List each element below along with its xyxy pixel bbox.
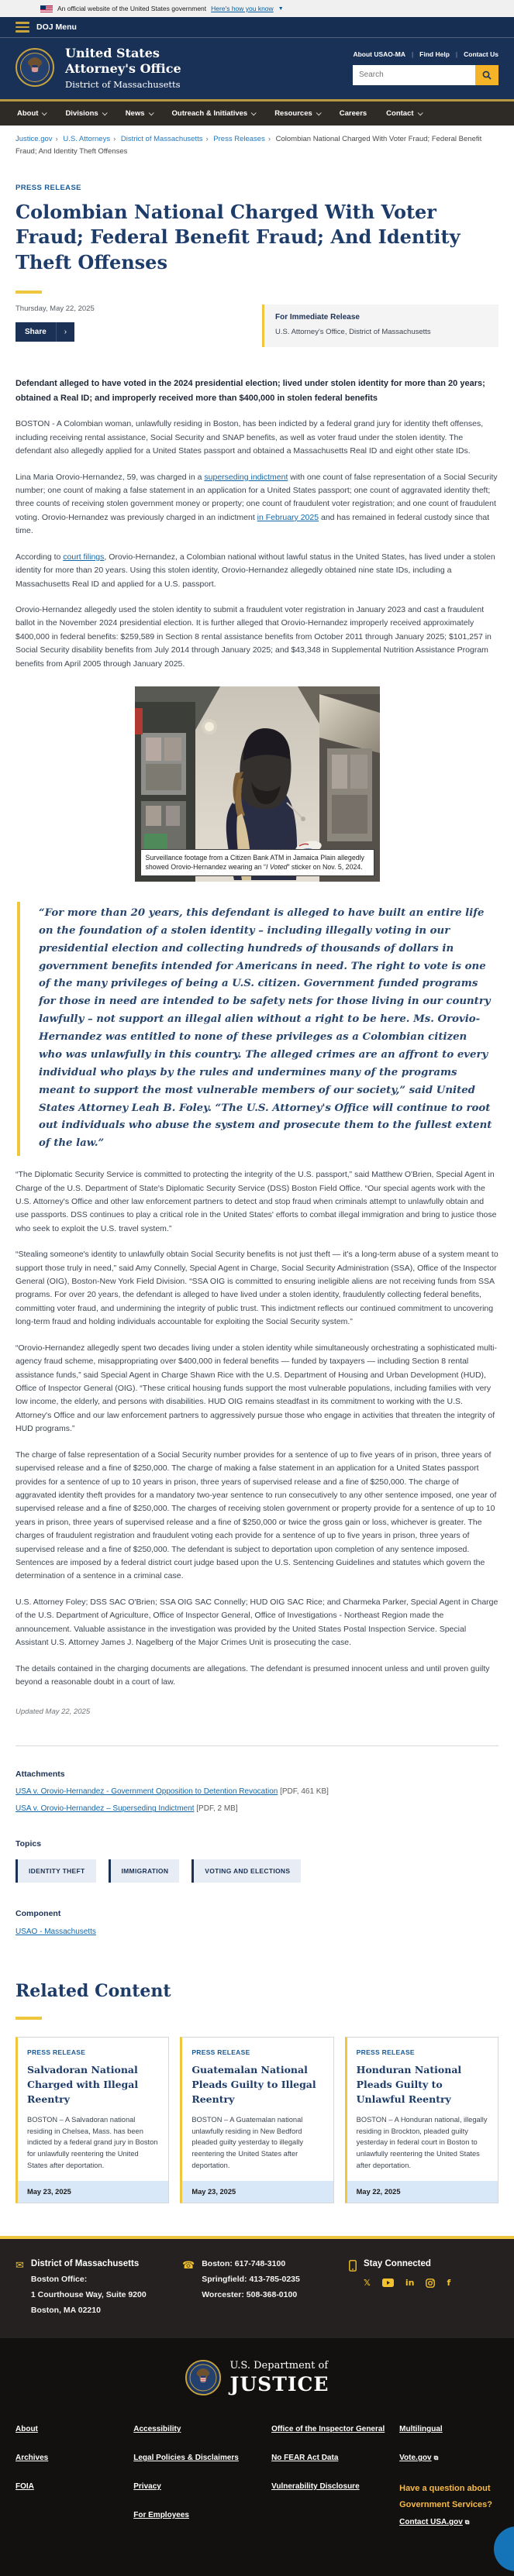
- topic-tag-voting[interactable]: VOTING AND ELECTIONS: [191, 1859, 301, 1883]
- section-divider: [16, 1745, 498, 1746]
- share-button[interactable]: Share ›: [16, 322, 74, 342]
- immediate-release-office: U.S. Attorney's Office, District of Massachusetts: [275, 327, 431, 336]
- footer-link-votegov[interactable]: Vote.gov ⧉: [399, 2454, 439, 2463]
- us-flag-icon: [40, 5, 53, 12]
- meta-row: [16, 304, 498, 347]
- crumb-current: Colombian National Charged With Voter Fraud; Federal Benefit Fraud; And Identity Theft Offenses: [16, 134, 482, 156]
- stay-connected-label: Stay Connected: [364, 2259, 431, 2269]
- photo-caption: Surveillance footage from a Citizen Bank ATM in Jamaica Plain allegedly showed Orovio-Hernandez wearing an “I Voted” sticker on Nov. 5, 2024.: [140, 849, 374, 877]
- meta-left: [16, 304, 262, 342]
- component-heading: Component: [16, 1909, 61, 1919]
- footer-link-vulnerability[interactable]: Vulnerability Disclosure: [271, 2482, 360, 2492]
- attorney-quote: “For more than 20 years, this defendant is alleged to have built an entire life on the foundation of a stolen identity – including illegally voting in our presidential election and collecting hundreds of thousands of dollars in government benefits intended for Americans in need. The right to vote is one of the many privileges of being a U.S. citizen. Government funded programs for those in need are intended to be safety nets for those living in our country lawfully – not support an illegal alien without a right to be here. Ms. Orovio-Hernandez was entitled to none of these privileges as a Colombian citizen who was unlawfully in this country. The alleged crimes are an affront to every individual who plays by the rules and undermines many of the programs meant to support the most vulnerable members of our society,” said United States Attorney Leah B. Foley. “The U.S. Attorney's Office will continue to root out individuals who abuse the system and prosecute them to the fullest extent of the law.”: [17, 902, 498, 1156]
- footer-link-contact-usagov[interactable]: Contact USA.gov ⧉: [399, 2517, 470, 2526]
- footer-link-employees[interactable]: For Employees: [133, 2511, 189, 2520]
- chevron-down-icon: [417, 110, 423, 115]
- card-title[interactable]: Honduran National Pleads Guilty to Unlawful Reentry: [356, 2064, 462, 2105]
- header-links: [353, 50, 498, 58]
- nav-outreach[interactable]: Outreach & Initiatives: [172, 109, 256, 118]
- footer-link-foia[interactable]: FOIA: [16, 2482, 34, 2492]
- phone-springfield: Springfield: 413-785-0235: [202, 2275, 300, 2285]
- linkedin-icon[interactable]: in: [405, 2278, 415, 2289]
- footer-link-legal[interactable]: Legal Policies & Disclaimers: [133, 2454, 239, 2463]
- paragraph-3: According to court filings, Orovio-Hernandez, a Colombian national without lawful status in the United States, has lived under a stolen identity for more than 20 years. Using this stolen identity, Orovio-Hernandez allegedly obtained nine state IDs, including a Massachusetts Real ID and applied for a U.S. passport.: [16, 552, 495, 589]
- chevron-down-icon: ▼: [278, 5, 284, 12]
- header-right: [353, 50, 498, 85]
- card-date: May 23, 2025: [182, 2181, 333, 2203]
- nav-careers[interactable]: Careers: [339, 108, 367, 118]
- footer-link-oig[interactable]: Office of the Inspector General: [271, 2425, 385, 2434]
- footer-link-nofear[interactable]: No FEAR Act Data: [271, 2454, 339, 2463]
- topic-tag-identity-theft[interactable]: IDENTITY THEFT: [16, 1859, 96, 1883]
- social-row: [364, 2278, 450, 2288]
- doj-footer: [0, 2338, 514, 2576]
- doj-links-col3: [271, 2423, 385, 2545]
- envelope-icon: ✉: [16, 2259, 24, 2272]
- x-twitter-icon[interactable]: 𝕏: [364, 2278, 371, 2289]
- footer-social: [349, 2259, 498, 2315]
- attachments-heading: Attachments: [16, 1769, 65, 1780]
- chevron-down-icon: [42, 110, 47, 115]
- about-usao-link[interactable]: About USAO-MA: [353, 50, 405, 58]
- related-content: [0, 1938, 514, 2227]
- attachment-link-1[interactable]: USA v. Orovio-Hernandez - Government Opposition to Detention Revocation: [16, 1787, 278, 1797]
- doj-menu-label[interactable]: DOJ Menu: [36, 22, 77, 32]
- heres-how-link[interactable]: Here's how you know: [211, 5, 274, 12]
- footer-link-about[interactable]: About: [16, 2425, 38, 2434]
- title-divider: [16, 291, 42, 294]
- nav-about[interactable]: About: [17, 109, 46, 118]
- youtube-icon[interactable]: [382, 2279, 394, 2287]
- site-header: [0, 38, 514, 101]
- doj-justice-line: JUSTICE: [229, 2373, 329, 2396]
- paragraph-5: “The Diplomatic Security Service is committed to protecting the integrity of the U.S. passport,” said Matthew O'Brien, Special Agent in Charge of the U.S. Department of State's Diplomatic Security Service (DSS) Boston Field Office. “Our special agents work with the U.S. Attorney's Office and other law enforcement partners to detect and stop fraud when criminals attempt to unlawfully obtain and use passports. DSS continues to play a critical role in the United States' efforts to combat illegal immigration and bring to justice those who seek to exploit the U.S. travel system.”: [16, 1170, 497, 1233]
- immediate-release-box: [262, 304, 498, 347]
- related-heading: Related Content: [16, 1981, 171, 2002]
- nav-resources[interactable]: Resources: [274, 109, 320, 118]
- paragraph-7: “Orovio-Hernandez allegedly spent two decades living under a stolen identity while simultaneously orchestrating a sophisticated multi-agency fraud scheme, misappropriating over $400,000 in federal benefits — funded by taxpayers — including Section 8 rental assistance funds,” said Special Agent in Charge Shawn Rice with the U.S. Department of Housing and Urban Development (HUD), Office of Inspector General (OIG). “These critical housing funds support the most vulnerable populations, including families with very low income, the elderly, and persons with disabilities. HUD OIG remains steadfast in its commitment to working with the U.S. Attorney's Office and our law enforcement partners to aggressively pursue those who engage in activities that threaten the integrity of HUD programs.”: [16, 1343, 497, 1434]
- footer-link-multilingual[interactable]: Multilingual: [399, 2425, 443, 2434]
- doj-links-col2: [133, 2423, 257, 2545]
- attachment-meta-1: [PDF, 461 KB]: [280, 1787, 329, 1797]
- card-kicker: PRESS RELEASE: [191, 2048, 250, 2057]
- release-subtitle: Defendant alleged to have voted in the 2024 presidential election; lived under stolen identity for more than 20 years; obtained a Real ID; and improperly received more than $400,000 in stolen federal benefits: [16, 378, 485, 403]
- divider: |: [411, 50, 414, 58]
- related-card-3[interactable]: [345, 2037, 498, 2203]
- search-icon: [482, 71, 492, 80]
- chevron-down-icon: [251, 110, 257, 115]
- footer-office-line: Boston Office:: [30, 2275, 88, 2285]
- footer-office-line: Boston, MA 02210: [30, 2306, 101, 2316]
- external-link-icon: ⧉: [464, 2518, 470, 2526]
- paragraph-2: Lina Maria Orovio-Hernandez, 59, was charged in a superseding indictment with one count of false representation of a Social Security number; one count of making a false statement in an application for a United States passport; one count of aggravated identity theft; three counts of receiving stolen government money or property; one count of fraudulent voter registration; and one count of fraudulent voting. Orovio-Hernandez was previously charged in an indictment in February 2025 and has remained in federal custody since that time.: [16, 472, 498, 536]
- release-date: Thursday, May 22, 2025: [16, 304, 95, 313]
- share-chevron-icon: ›: [56, 322, 74, 342]
- official-site-text: An official website of the United States government: [57, 5, 207, 12]
- related-cards: [16, 2037, 498, 2203]
- updated-date: Updated May 22, 2025: [16, 1708, 91, 1717]
- card-title[interactable]: Salvadoran National Charged with Illegal Reentry: [27, 2064, 139, 2105]
- footer-link-accessibility[interactable]: Accessibility: [133, 2425, 181, 2434]
- chevron-down-icon: [316, 110, 321, 115]
- footer-office: [16, 2259, 182, 2315]
- agency-title: [65, 46, 181, 90]
- footer-office-title: District of Massachusetts: [30, 2259, 140, 2269]
- search-button[interactable]: [475, 65, 498, 85]
- paragraph-4: Orovio-Hernandez allegedly used the stolen identity to submit a fraudulent voter registration in January 2023 and cast a fraudulent ballot in the November 2024 presidential election. It is further alleged that Orovio-Hernandez improperly received approximately $400,000 in federal benefits: $259,589 in Section 8 rental assistance benefits from October 2011 through January 2025; $101,257 in Social Security disability benefits from July 2014 through January 2025; and $43,348 in Supplemental Nutrition Assistance Program benefits from April 2005 through January 2025.: [16, 604, 492, 669]
- mobile-phone-icon: [349, 2260, 357, 2272]
- gov-banner: [0, 0, 514, 17]
- doj-menu-bar: [0, 17, 514, 38]
- card-excerpt: BOSTON – A Salvadoran national residing in Chelsea, Mass. has been indicted by a federal grand jury in Boston for unlawfully reentering the United States after deportation.: [27, 2115, 158, 2170]
- search-input[interactable]: [353, 65, 475, 85]
- crumb-press-releases[interactable]: Press Releases: [213, 134, 265, 143]
- doj-brand: [16, 2360, 498, 2395]
- footer-office-line: 1 Courthouse Way, Suite 9200: [30, 2290, 147, 2300]
- related-divider: [16, 2017, 42, 2020]
- nav-news[interactable]: News: [126, 109, 153, 118]
- contact-us-link[interactable]: Contact Us: [464, 50, 498, 58]
- card-date: May 23, 2025: [18, 2181, 168, 2203]
- topic-tag-immigration[interactable]: IMMIGRATION: [109, 1859, 180, 1883]
- doj-links-col1: [16, 2423, 119, 2545]
- paragraph-8: The charge of false representation of a Social Security number provides for a sentence of up to five years of in prison, three years of supervised release and a fine of $250,000. The charge of making a false statement in an application for a United States passport provides for a sentence of up to 10 years in prison, three years of supervised release and a fine of $250,000. The charge of aggravated identity theft provides for a mandatory two-year sentence to run consecutively to any other sentence imposed, one year of supervised release and a fine of $250,000. The charges of receiving stolen government or property provide for a sentence of up to 10 years in prison, three years of supervised release and a fine of $250,000 or twice the gross gain or loss, whichever is greater. The charges of fraudulent registration and fraudulent voting each provide for a sentence of up to five years in prison, three years of supervised release and a fine of $250,000. The defendant is subject to deportation upon completion of any sentence imposed. Sentences are imposed by a federal district court judge based upon the U.S. Sentencing Guidelines and statutes which govern the determination of a sentence in a criminal case.: [16, 1450, 497, 1581]
- doj-links-col4: [399, 2423, 498, 2545]
- breadcrumb: Justice.gov › U.S. Attorneys › District of Massachusetts › Press Releases › Colombian National Charged With Voter Fraud; Federal Benefit Fraud; And Identity Theft Offenses: [0, 126, 514, 168]
- facebook-icon[interactable]: f: [447, 2278, 451, 2289]
- attachment-link-2[interactable]: USA v. Orovio-Hernandez – Superseding Indictment: [16, 1804, 195, 1814]
- hamburger-menu-icon[interactable]: [16, 22, 29, 33]
- component-link[interactable]: USAO - Massachusetts: [16, 1928, 96, 1937]
- contact-footer: [0, 2236, 514, 2338]
- card-kicker: PRESS RELEASE: [27, 2048, 86, 2057]
- card-excerpt: BOSTON – A Honduran national, illegally residing in Brockton, pleaded guilty yesterday in federal court in Boston to unlawfully reentering the United States after deportation.: [356, 2115, 488, 2170]
- footer-link-privacy[interactable]: Privacy: [133, 2482, 161, 2492]
- card-date: May 22, 2025: [347, 2181, 498, 2203]
- agency-district: District of Massachusetts: [65, 78, 181, 90]
- agency-line2: Attorney's Office: [65, 60, 181, 76]
- footer-link-archives[interactable]: Archives: [16, 2454, 49, 2463]
- main-nav: [0, 101, 514, 126]
- chevron-down-icon: [148, 110, 154, 115]
- doj-footer-links: [16, 2423, 498, 2545]
- phone-icon: ☎: [182, 2259, 195, 2272]
- search-bar: [353, 65, 498, 85]
- footer-phones: [182, 2259, 349, 2315]
- press-photo-figure: [135, 686, 380, 882]
- find-help-link[interactable]: Find Help: [419, 50, 450, 58]
- doj-seal: [185, 2360, 221, 2395]
- crumb-us-attorneys[interactable]: U.S. Attorneys: [63, 134, 111, 143]
- press-release-kicker: PRESS RELEASE: [16, 183, 81, 192]
- court-filings-link[interactable]: court filings: [63, 552, 105, 562]
- related-card-1[interactable]: [16, 2037, 169, 2203]
- attachment-meta-2: [PDF, 2 MB]: [196, 1804, 238, 1814]
- attachment-item: [16, 1787, 498, 1796]
- press-release-article: [0, 184, 514, 1938]
- paragraph-10: The details contained in the charging documents are allegations. The defendant is presumed innocent unless and until proven guilty beyond a reasonable doubt in a court of law.: [16, 1663, 490, 1687]
- phone-boston: Boston: 617-748-3100: [202, 2259, 286, 2269]
- related-card-2[interactable]: [180, 2037, 333, 2203]
- paragraph-6: “Stealing someone's identity to unlawfully obtain Social Security benefits is not just theft — it's a long-term abuse of a system meant to support those truly in need,” said Amy Connelly, Special Agent in Charge, Social Security Administration (SSA), Office of the Inspector General (OIG), Boston-New York Field Division. “SSA OIG is committed to ensuring ineligible aliens are not receiving funds from SSA programs. For over 20 years, the defendant is alleged to have lived under a stolen identity, fraudulently collecting federal benefits, committing voter fraud, and undermining the integrity of public trust. This indictment reflects our continued commitment to uncovering long-term fraud and holding individuals accountable for exploiting the Social Security system.”: [16, 1250, 498, 1327]
- nav-contact[interactable]: Contact: [386, 109, 421, 118]
- immediate-release-label: For Immediate Release: [275, 312, 360, 322]
- divider: |: [455, 50, 458, 58]
- doj-dept-line: U.S. Department of: [229, 2360, 329, 2372]
- paragraph-9: U.S. Attorney Foley; DSS SAC O'Brien; SSA OIG SAC Connelly; HUD OIG SAC Rice; and Charmeka Parker, Special Agent in Charge of the U.S. Department of Agriculture, Office of Inspector General, Office of Investigations - Northeast Region made the announcement. Valuable assistance in the investigation was provided by the United States Postal Inspection Service. Special Assistant U.S. Attorney James J. Nagelberg of the Major Crimes Unit is prosecuting the case.: [16, 1597, 498, 1648]
- crumb-district[interactable]: District of Massachusetts: [120, 134, 203, 143]
- external-link-icon: ⧉: [433, 2454, 439, 2462]
- doj-seal: [16, 48, 54, 87]
- topics-row: [16, 1859, 498, 1883]
- topics-heading: Topics: [16, 1839, 42, 1849]
- february-2025-link[interactable]: in February 2025: [257, 512, 319, 522]
- agency-line1: United States: [65, 45, 160, 60]
- gov-services-question: Have a question about Government Services?: [399, 2484, 492, 2509]
- attachment-item: [16, 1804, 498, 1813]
- page-title: Colombian National Charged With Voter Fraud; Federal Benefit Fraud; And Identity Theft Offenses: [16, 200, 461, 273]
- superseding-indictment-link[interactable]: superseding indictment: [204, 472, 288, 482]
- card-excerpt: BOSTON – A Guatemalan national unlawfully residing in New Bedford pleaded guilty yesterday to illegally reentering the United States after deportation.: [191, 2115, 303, 2170]
- nav-divisions[interactable]: Divisions: [65, 109, 105, 118]
- phone-worcester: Worcester: 508-368-0100: [202, 2290, 298, 2300]
- doj-wordmark: [230, 2360, 329, 2395]
- paragraph-1: BOSTON - A Colombian woman, unlawfully residing in Boston, has been indicted by a federal grand jury for identity theft offenses, including receiving rental assistance, Social Security and SNAP benefits, as well as voter fraud under the stolen identity. The defendant also allegedly applied for a United States passport and obtained a Massachusetts Real ID and eight other state IDs.: [16, 419, 484, 456]
- card-kicker: PRESS RELEASE: [356, 2048, 415, 2057]
- chevron-down-icon: [102, 110, 107, 115]
- card-title[interactable]: Guatemalan National Pleads Guilty to Illegal Reentry: [191, 2064, 316, 2105]
- crumb-justice[interactable]: Justice.gov: [16, 134, 53, 143]
- instagram-icon[interactable]: [426, 2279, 435, 2288]
